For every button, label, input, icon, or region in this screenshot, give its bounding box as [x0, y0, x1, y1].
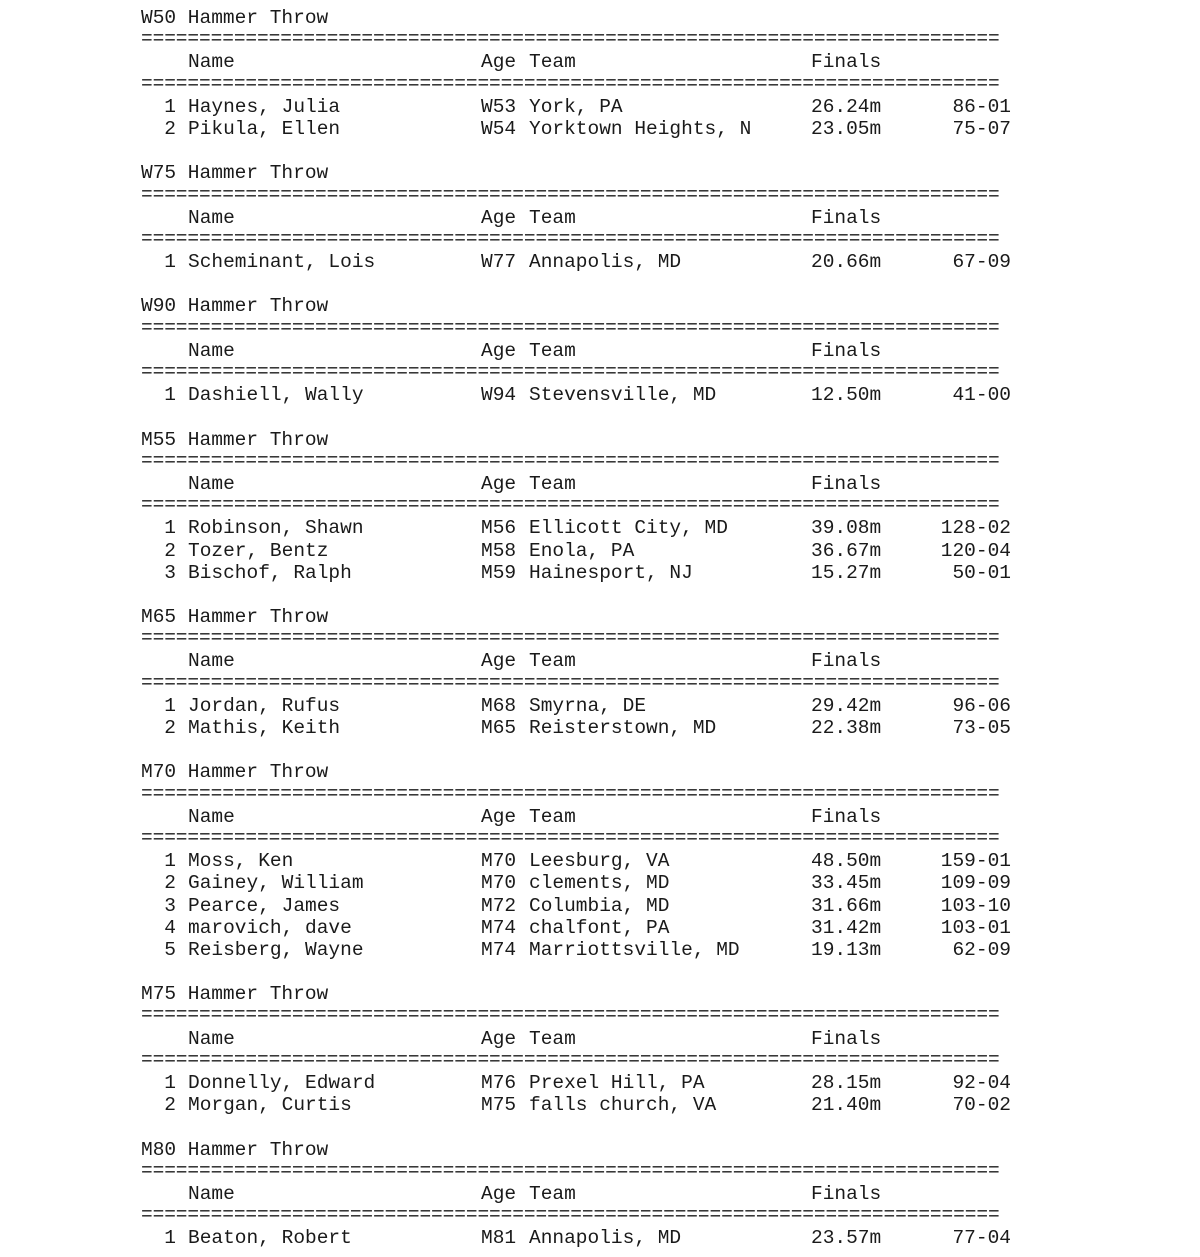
- header-finals: Finals: [811, 1182, 882, 1205]
- result-row: [141, 1072, 1021, 1094]
- column-header-row: [141, 650, 1021, 672]
- age-cell: W53: [481, 95, 517, 118]
- event-title: M80 Hammer Throw: [141, 1138, 329, 1161]
- column-header-row: [141, 1028, 1021, 1050]
- mark-cell: 31.66m: [811, 894, 882, 917]
- imperial-mark-cell: 67-09: [952, 251, 1011, 274]
- header-finals: Finals: [811, 339, 882, 362]
- age-cell: W77: [481, 251, 517, 274]
- team-cell: Ellicott City, MD: [529, 517, 728, 540]
- age-cell: W54: [481, 117, 517, 140]
- team-cell: Leesburg, VA: [529, 850, 670, 873]
- separator-line: [141, 1205, 1021, 1227]
- separator-line: [141, 185, 1021, 207]
- header-age: Age: [481, 1027, 517, 1050]
- team-cell: Annapolis, MD: [529, 251, 682, 274]
- header-age: Age: [481, 51, 517, 74]
- result-row: [141, 717, 1021, 739]
- header-finals: Finals: [811, 650, 882, 673]
- column-header-row: [141, 340, 1021, 362]
- event-spacer: [141, 1116, 1021, 1138]
- mark-cell: 12.50m: [811, 384, 882, 407]
- result-row: [141, 384, 1021, 406]
- age-cell: M70: [481, 872, 517, 895]
- mark-cell: 22.38m: [811, 717, 882, 739]
- mark-cell: 28.15m: [811, 1072, 882, 1094]
- athlete-name-cell: Donnelly, Edward: [188, 1072, 376, 1094]
- athlete-name-cell: Pearce, James: [188, 894, 341, 917]
- header-team: Team: [529, 206, 576, 229]
- result-row: [141, 872, 1021, 894]
- separator-text: ==========================================================================: [141, 1049, 1000, 1071]
- team-cell: Smyrna, DE: [529, 694, 647, 717]
- team-cell: Annapolis, MD: [529, 1227, 682, 1250]
- event-block: [141, 761, 1021, 983]
- header-finals: Finals: [811, 206, 882, 229]
- header-age: Age: [481, 206, 517, 229]
- result-row: [141, 118, 1021, 140]
- place-cell: 4: [164, 916, 176, 939]
- age-cell: W94: [481, 384, 517, 407]
- age-cell: M59: [481, 561, 517, 584]
- age-cell: M70: [481, 850, 517, 873]
- column-header-row: [141, 51, 1021, 73]
- separator-line: [141, 673, 1021, 695]
- mark-cell: 23.57m: [811, 1227, 882, 1250]
- header-team: Team: [529, 339, 576, 362]
- result-row: [141, 917, 1021, 939]
- header-age: Age: [481, 1182, 517, 1205]
- header-finals: Finals: [811, 805, 882, 828]
- mark-cell: 26.24m: [811, 95, 882, 118]
- mark-cell: 31.42m: [811, 916, 882, 939]
- header-finals: Finals: [811, 472, 882, 495]
- separator-line: [141, 362, 1021, 384]
- result-row: [141, 540, 1021, 562]
- header-name: Name: [188, 1182, 235, 1205]
- place-cell: 1: [164, 1227, 176, 1250]
- place-cell: 3: [164, 894, 176, 917]
- event-block: [141, 162, 1021, 295]
- event-spacer: [141, 273, 1021, 295]
- header-name: Name: [188, 472, 235, 495]
- place-cell: 1: [164, 850, 176, 873]
- team-cell: Yorktown Heights, N: [529, 117, 752, 140]
- imperial-mark-cell: 86-01: [952, 95, 1011, 118]
- separator-text: ==========================================================================: [141, 827, 1000, 849]
- result-row: [141, 939, 1021, 961]
- event-block: [141, 429, 1021, 607]
- imperial-mark-cell: 50-01: [952, 561, 1011, 584]
- result-row: [141, 895, 1021, 917]
- result-row: [141, 96, 1021, 118]
- event-block: [141, 606, 1021, 761]
- team-cell: Stevensville, MD: [529, 384, 717, 407]
- athlete-name-cell: Dashiell, Wally: [188, 384, 364, 407]
- separator-line: [141, 495, 1021, 517]
- imperial-mark-cell: 120-04: [940, 539, 1011, 562]
- place-cell: 2: [164, 117, 176, 140]
- separator-line: [141, 74, 1021, 96]
- age-cell: M56: [481, 517, 517, 540]
- team-cell: falls church, VA: [529, 1094, 717, 1117]
- separator-line: [141, 1050, 1021, 1072]
- header-age: Age: [481, 650, 517, 673]
- team-cell: Hainesport, NJ: [529, 561, 693, 584]
- mark-cell: 20.66m: [811, 251, 882, 274]
- separator-text: ==========================================================================: [141, 184, 1000, 206]
- result-row: [141, 251, 1021, 273]
- header-name: Name: [188, 339, 235, 362]
- place-cell: 2: [164, 539, 176, 562]
- place-cell: 3: [164, 561, 176, 584]
- event-spacer: [141, 961, 1021, 983]
- event-title: W90 Hammer Throw: [141, 295, 329, 318]
- event-block: [141, 7, 1021, 162]
- separator-text: ==========================================================================: [141, 29, 1000, 51]
- team-cell: Marriottsville, MD: [529, 938, 740, 961]
- result-row: [141, 695, 1021, 717]
- header-team: Team: [529, 805, 576, 828]
- place-cell: 2: [164, 717, 176, 739]
- imperial-mark-cell: 75-07: [952, 117, 1011, 140]
- separator-line: [141, 1005, 1021, 1027]
- separator-line: [141, 318, 1021, 340]
- result-row: [141, 850, 1021, 872]
- athlete-name-cell: Haynes, Julia: [188, 95, 341, 118]
- separator-text: ==========================================================================: [141, 783, 1000, 805]
- age-cell: M74: [481, 916, 517, 939]
- separator-line: [141, 1161, 1021, 1183]
- team-cell: chalfont, PA: [529, 916, 670, 939]
- imperial-mark-cell: 159-01: [940, 850, 1011, 873]
- separator-text: ==========================================================================: [141, 450, 1000, 472]
- team-cell: Reisterstown, MD: [529, 717, 717, 739]
- team-cell: clements, MD: [529, 872, 670, 895]
- mark-cell: 39.08m: [811, 517, 882, 540]
- separator-text: ==========================================================================: [141, 362, 1000, 383]
- age-cell: M75: [481, 1094, 517, 1117]
- event-title: M55 Hammer Throw: [141, 428, 329, 451]
- mark-cell: 19.13m: [811, 938, 882, 961]
- mark-cell: 33.45m: [811, 872, 882, 895]
- age-cell: M72: [481, 894, 517, 917]
- event-block: [141, 295, 1021, 428]
- event-title: W75 Hammer Throw: [141, 162, 329, 185]
- result-row: [141, 1227, 1021, 1249]
- header-team: Team: [529, 472, 576, 495]
- separator-text: ==========================================================================: [141, 1205, 1000, 1227]
- athlete-name-cell: Jordan, Rufus: [188, 694, 341, 717]
- separator-text: ==========================================================================: [141, 73, 1000, 95]
- place-cell: 1: [164, 384, 176, 407]
- event-spacer: [141, 140, 1021, 162]
- result-row: [141, 562, 1021, 584]
- imperial-mark-cell: 70-02: [952, 1094, 1011, 1117]
- column-header-row: [141, 806, 1021, 828]
- imperial-mark-cell: 92-04: [952, 1072, 1011, 1094]
- header-age: Age: [481, 339, 517, 362]
- header-name: Name: [188, 805, 235, 828]
- event-title: W50 Hammer Throw: [141, 7, 329, 29]
- header-team: Team: [529, 1182, 576, 1205]
- header-name: Name: [188, 650, 235, 673]
- age-cell: M76: [481, 1072, 517, 1094]
- imperial-mark-cell: 109-09: [940, 872, 1011, 895]
- place-cell: 1: [164, 517, 176, 540]
- header-team: Team: [529, 650, 576, 673]
- separator-text: ==========================================================================: [141, 628, 1000, 650]
- header-name: Name: [188, 51, 235, 74]
- mark-cell: 48.50m: [811, 850, 882, 873]
- header-team: Team: [529, 1027, 576, 1050]
- place-cell: 5: [164, 938, 176, 961]
- event-title: M65 Hammer Throw: [141, 606, 329, 629]
- header-age: Age: [481, 472, 517, 495]
- header-name: Name: [188, 1027, 235, 1050]
- separator-text: ==========================================================================: [141, 228, 1000, 250]
- results-document: [141, 7, 1021, 1250]
- mark-cell: 21.40m: [811, 1094, 882, 1117]
- event-spacer: [141, 739, 1021, 761]
- header-team: Team: [529, 51, 576, 74]
- mark-cell: 15.27m: [811, 561, 882, 584]
- column-header-row: [141, 1183, 1021, 1205]
- separator-line: [141, 628, 1021, 650]
- imperial-mark-cell: 41-00: [952, 384, 1011, 407]
- athlete-name-cell: Mathis, Keith: [188, 717, 341, 739]
- athlete-name-cell: Beaton, Robert: [188, 1227, 352, 1250]
- age-cell: M65: [481, 717, 517, 739]
- athlete-name-cell: Robinson, Shawn: [188, 517, 364, 540]
- separator-line: [141, 451, 1021, 473]
- header-finals: Finals: [811, 51, 882, 74]
- result-row: [141, 517, 1021, 539]
- imperial-mark-cell: 96-06: [952, 694, 1011, 717]
- place-cell: 1: [164, 95, 176, 118]
- mark-cell: 36.67m: [811, 539, 882, 562]
- age-cell: M81: [481, 1227, 517, 1250]
- athlete-name-cell: marovich, dave: [188, 916, 352, 939]
- event-spacer: [141, 584, 1021, 606]
- separator-line: [141, 29, 1021, 51]
- separator-line: [141, 784, 1021, 806]
- team-cell: Enola, PA: [529, 539, 635, 562]
- imperial-mark-cell: 77-04: [952, 1227, 1011, 1250]
- place-cell: 1: [164, 694, 176, 717]
- imperial-mark-cell: 103-01: [940, 916, 1011, 939]
- result-row: [141, 1094, 1021, 1116]
- separator-line: [141, 229, 1021, 251]
- separator-text: ==========================================================================: [141, 317, 1000, 339]
- athlete-name-cell: Morgan, Curtis: [188, 1094, 352, 1117]
- event-block: [141, 1139, 1021, 1250]
- imperial-mark-cell: 62-09: [952, 938, 1011, 961]
- team-cell: York, PA: [529, 95, 623, 118]
- age-cell: M74: [481, 938, 517, 961]
- athlete-name-cell: Tozer, Bentz: [188, 539, 329, 562]
- event-spacer: [141, 406, 1021, 428]
- place-cell: 2: [164, 1094, 176, 1117]
- team-cell: Prexel Hill, PA: [529, 1072, 705, 1094]
- separator-text: ==========================================================================: [141, 1005, 1000, 1027]
- column-header-row: [141, 207, 1021, 229]
- athlete-name-cell: Pikula, Ellen: [188, 117, 341, 140]
- athlete-name-cell: Scheminant, Lois: [188, 251, 376, 274]
- imperial-mark-cell: 103-10: [940, 894, 1011, 917]
- column-header-row: [141, 473, 1021, 495]
- age-cell: M68: [481, 694, 517, 717]
- place-cell: 1: [164, 1072, 176, 1094]
- age-cell: M58: [481, 539, 517, 562]
- separator-line: [141, 828, 1021, 850]
- place-cell: 2: [164, 872, 176, 895]
- separator-text: ==========================================================================: [141, 672, 1000, 694]
- event-title: M70 Hammer Throw: [141, 761, 329, 784]
- header-age: Age: [481, 805, 517, 828]
- separator-text: ==========================================================================: [141, 1160, 1000, 1182]
- imperial-mark-cell: 128-02: [940, 517, 1011, 540]
- header-finals: Finals: [811, 1027, 882, 1050]
- event-title: M75 Hammer Throw: [141, 983, 329, 1006]
- mark-cell: 23.05m: [811, 117, 882, 140]
- imperial-mark-cell: 73-05: [952, 717, 1011, 739]
- team-cell: Columbia, MD: [529, 894, 670, 917]
- separator-text: ==========================================================================: [141, 495, 1000, 517]
- athlete-name-cell: Bischof, Ralph: [188, 561, 352, 584]
- place-cell: 1: [164, 251, 176, 274]
- event-block: [141, 983, 1021, 1138]
- athlete-name-cell: Gainey, William: [188, 872, 364, 895]
- mark-cell: 29.42m: [811, 694, 882, 717]
- athlete-name-cell: Moss, Ken: [188, 850, 294, 873]
- athlete-name-cell: Reisberg, Wayne: [188, 938, 364, 961]
- header-name: Name: [188, 206, 235, 229]
